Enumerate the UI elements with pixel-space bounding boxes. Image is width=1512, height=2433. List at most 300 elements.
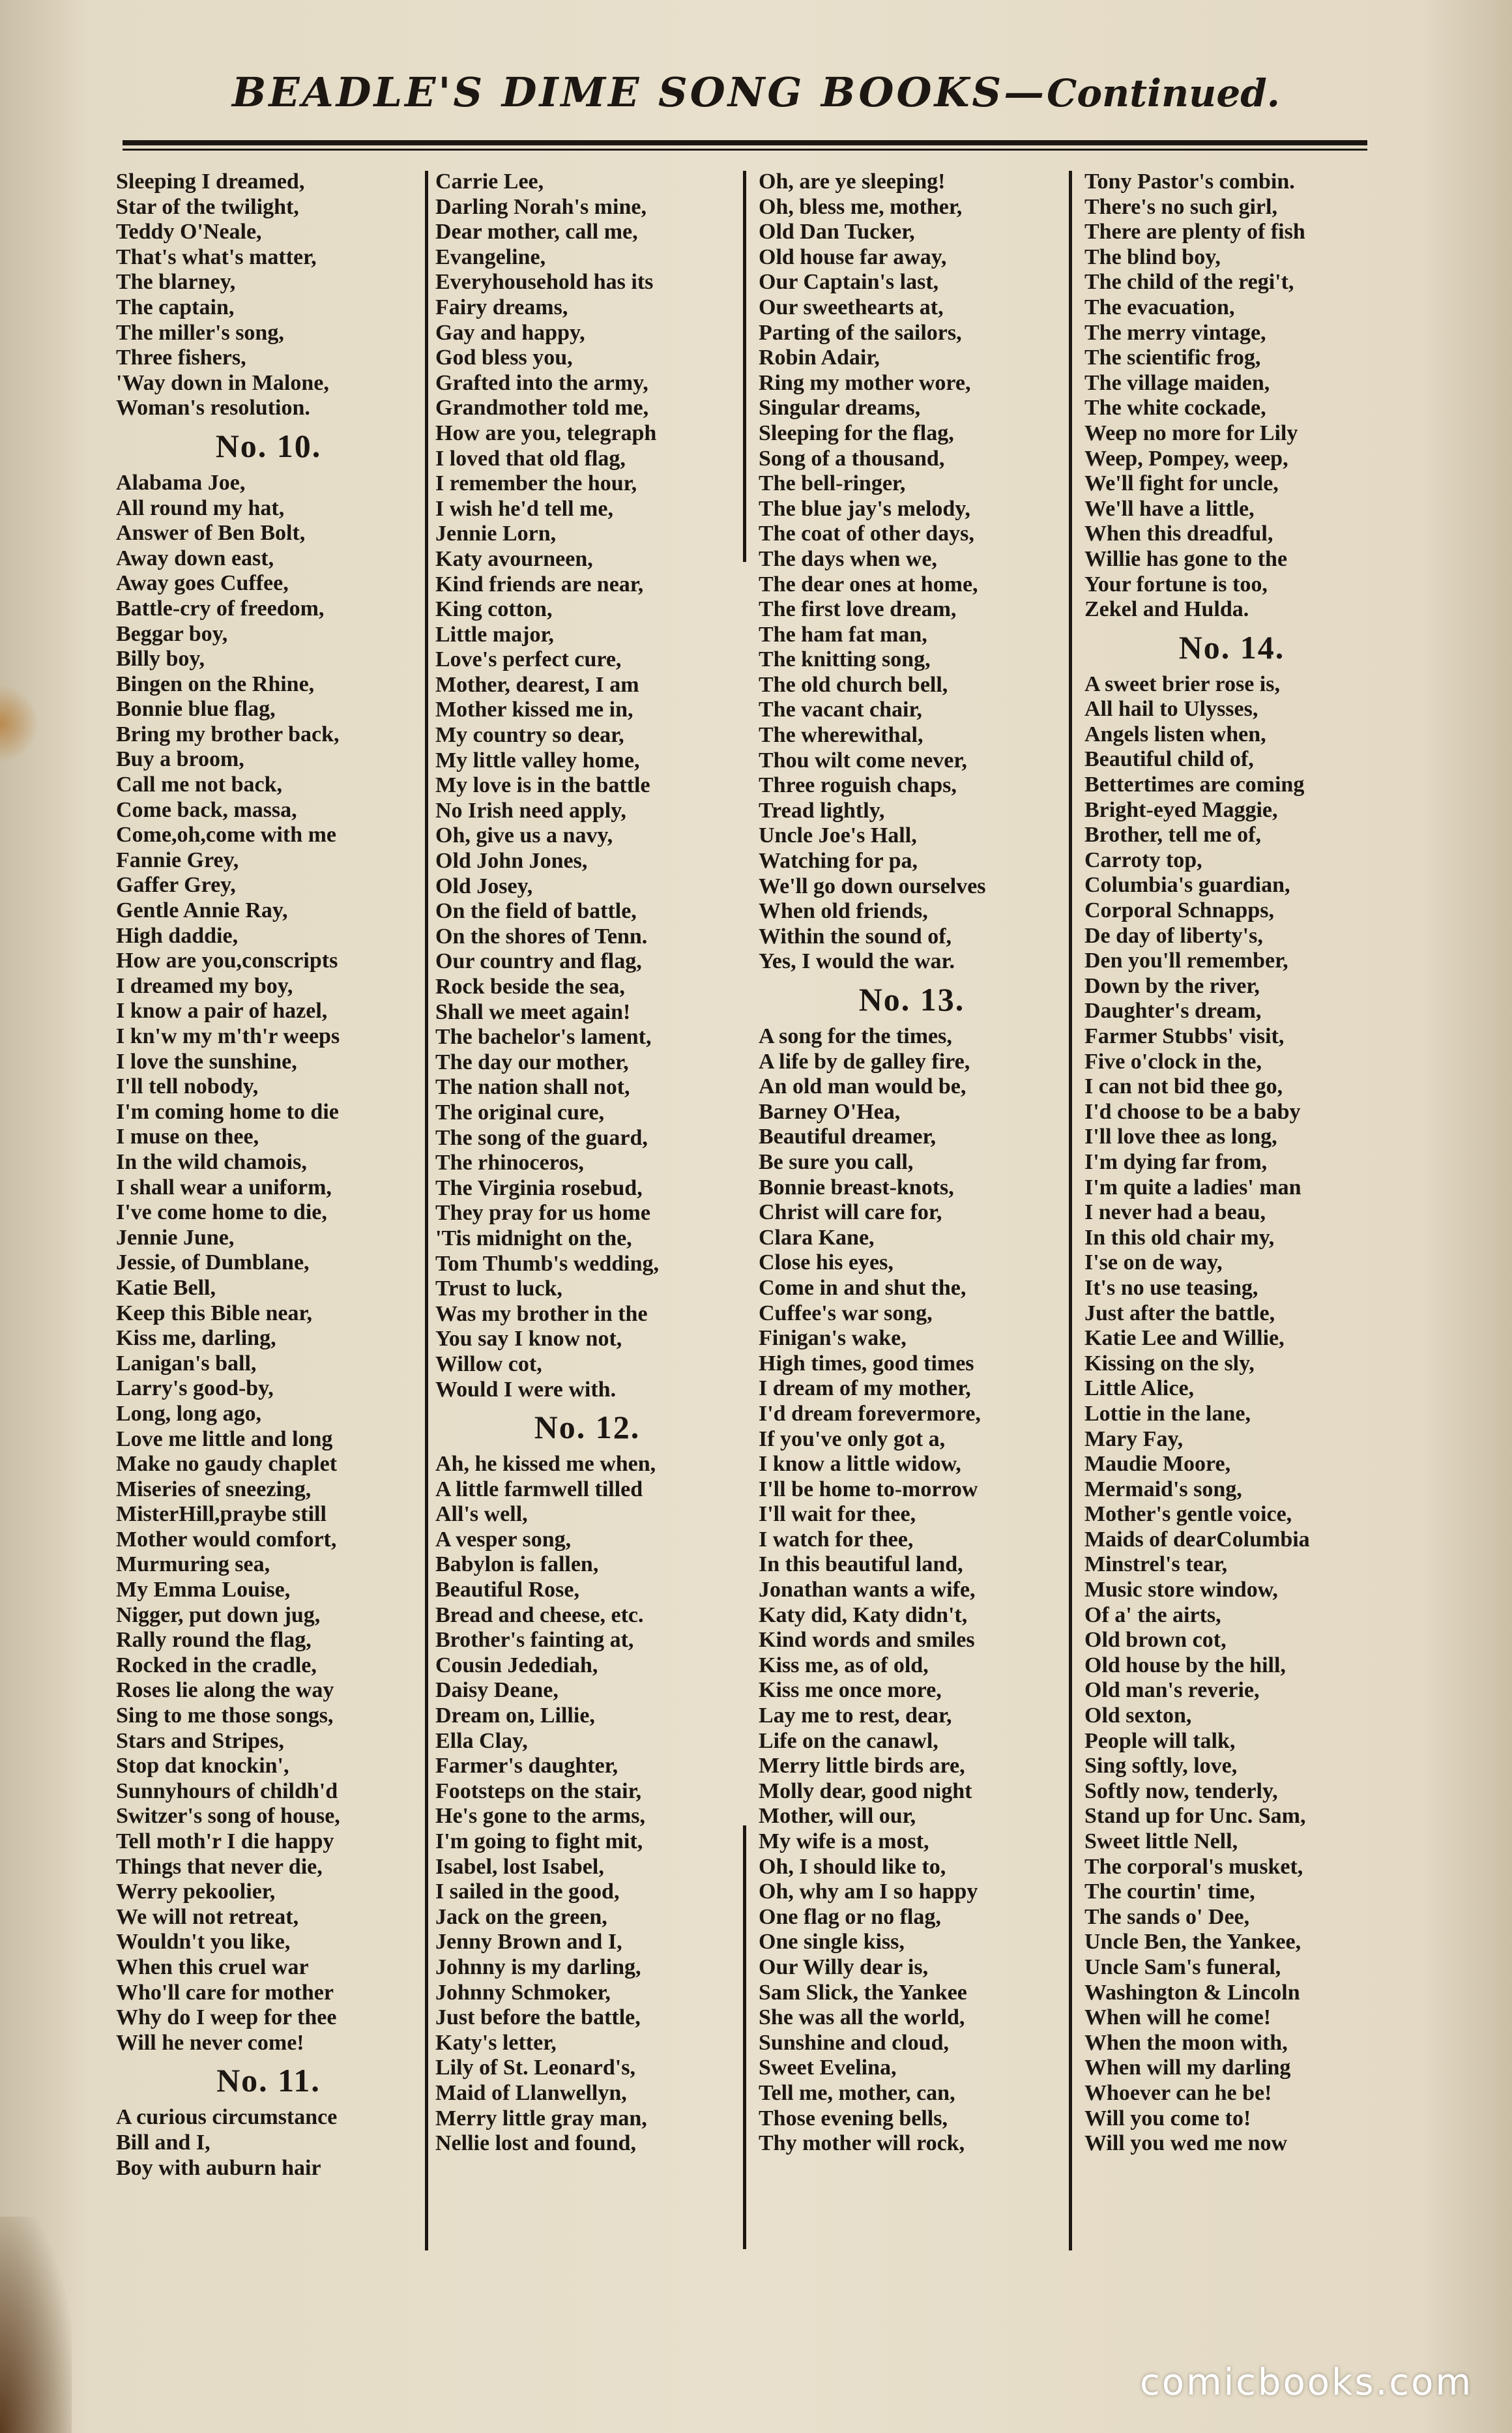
song-title: The merry vintage,	[1084, 320, 1266, 345]
song-title: I'm dying far from,	[1084, 1149, 1268, 1174]
song-title: God bless you,	[435, 346, 573, 370]
song-title: Oh, bless me, mother,	[759, 194, 963, 219]
song-title: Sunshine and cloud,	[759, 2030, 949, 2055]
song-title: The knitting song,	[759, 647, 931, 672]
song-title: Uncle Ben, the Yankee,	[1084, 1930, 1301, 1954]
song-title: High times, good times	[759, 1351, 974, 1376]
song-title: Ella Clay,	[435, 1728, 528, 1753]
song-title: They pray for us home	[435, 1201, 650, 1226]
song-title: Rally round the flag,	[116, 1628, 312, 1653]
song-title: Billy boy,	[116, 647, 205, 671]
header-continued: Continued.	[1047, 71, 1280, 115]
song-title: Everyhousehold has its	[435, 270, 654, 295]
song-title: Mother kissed me in,	[435, 698, 633, 722]
column-rule	[1069, 171, 1072, 2250]
song-title: Five o'clock in the,	[1084, 1049, 1262, 1074]
song-title: Sweet Evelina,	[759, 2056, 897, 2080]
song-title: Old John Jones,	[435, 849, 588, 874]
song-title: Wouldn't you like,	[116, 1930, 291, 1954]
song-title: A life by de galley fire,	[759, 1049, 970, 1074]
song-title: The courtin' time,	[1084, 1880, 1255, 1904]
song-title: Teddy O'Neale,	[116, 220, 262, 244]
song-title: Parting of the sailors,	[759, 320, 962, 345]
song-title: Daughter's dream,	[1084, 999, 1262, 1024]
song-title: Who'll care for mother	[116, 1980, 334, 2005]
song-title: Zekel and Hulda.	[1084, 597, 1249, 622]
song-title: Song of a thousand,	[759, 446, 945, 471]
song-title: Columbia's guardian,	[1084, 873, 1290, 898]
song-title: I can not bid thee go,	[1084, 1074, 1283, 1099]
song-title: Christ will care for,	[759, 1200, 942, 1225]
song-title: Little Alice,	[1084, 1376, 1195, 1401]
song-title: Bill and I,	[116, 2130, 211, 2155]
song-title: Oh, why am I so happy	[759, 1880, 978, 1904]
song-title: Uncle Joe's Hall,	[759, 823, 917, 848]
song-title: Old brown cot,	[1084, 1628, 1227, 1653]
song-title: A song for the times,	[759, 1024, 952, 1048]
song-title: When old friends,	[759, 899, 928, 924]
song-title: Will he never come!	[116, 2030, 304, 2055]
song-title: Gay and happy,	[435, 320, 585, 345]
song-title: Make no gaudy chaplet	[116, 1452, 338, 1477]
song-title: Tell me, mother, can,	[759, 2080, 955, 2105]
song-title: Mermaid's song,	[1084, 1477, 1242, 1501]
song-title: Cousin Jedediah,	[435, 1653, 598, 1677]
song-title: The white cockade,	[1084, 396, 1266, 420]
song-title: The days when we,	[759, 546, 937, 571]
song-title: Nigger, put down jug,	[116, 1602, 321, 1627]
song-title: Carroty top,	[1084, 848, 1202, 872]
song-column-2	[435, 170, 739, 2256]
header-rule	[123, 140, 1367, 145]
song-title: An old man would be,	[759, 1074, 967, 1099]
song-title: The evacuation,	[1084, 295, 1235, 319]
song-title: Whoever can he be!	[1084, 2080, 1272, 2105]
song-title: Gaffer Grey,	[116, 873, 236, 898]
song-title: Sleeping for the flag,	[759, 420, 954, 445]
song-title: Babylon is fallen,	[435, 1552, 599, 1577]
song-title: Oh, give us a navy,	[435, 823, 613, 848]
song-title: A sweet brier rose is,	[1084, 671, 1280, 696]
section-number: No. 13.	[858, 981, 965, 1018]
song-title: Bingen on the Rhine,	[116, 671, 315, 696]
song-title: Away down east,	[116, 546, 274, 570]
song-title: No Irish need apply,	[435, 798, 626, 823]
song-title: She was all the world,	[759, 2005, 965, 2030]
song-title: I loved that old flag,	[435, 446, 626, 471]
song-title: Finigan's wake,	[759, 1326, 907, 1351]
song-title: Little major,	[435, 622, 554, 647]
song-title: Isabel, lost Isabel,	[435, 1854, 604, 1879]
song-title: The dear ones at home,	[759, 572, 978, 597]
song-title: A little farmwell tilled	[435, 1477, 643, 1501]
song-title: Katie Bell,	[116, 1275, 216, 1300]
song-title: Johnny is my darling,	[435, 1954, 641, 1979]
section-number: No. 12.	[534, 1409, 641, 1446]
song-title: Kiss me once more,	[759, 1678, 942, 1703]
song-title: Sweet little Nell,	[1084, 1829, 1238, 1853]
song-title: Old Dan Tucker,	[759, 220, 915, 244]
song-title: Mother, will our,	[759, 1804, 916, 1829]
section-number: No. 11.	[216, 2062, 321, 2099]
song-title: When the moon with,	[1084, 2030, 1288, 2055]
song-title: When will he come!	[1084, 2005, 1272, 2030]
song-title: Just after the battle,	[1084, 1301, 1275, 1325]
song-title: Katy avourneen,	[435, 546, 593, 571]
song-title: I know a little widow,	[759, 1452, 961, 1477]
song-title: Lottie in the lane,	[1084, 1401, 1251, 1426]
song-title: Sunnyhours of childh'd	[116, 1778, 338, 1803]
song-title: The vacant chair,	[759, 698, 922, 722]
song-title: I dream of my mother,	[759, 1376, 971, 1401]
song-title: Corporal Schnapps,	[1084, 898, 1274, 923]
song-title: My love is in the battle	[435, 773, 650, 798]
song-title: Bread and cheese, etc.	[435, 1602, 644, 1627]
song-title: The village maiden,	[1084, 370, 1270, 395]
song-title: Molly dear, good night	[759, 1778, 972, 1803]
song-title: Oh, I should like to,	[759, 1854, 946, 1879]
song-title: Ah, he kissed me when,	[435, 1452, 656, 1477]
song-title: Beautiful Rose,	[435, 1578, 579, 1602]
song-title: Will you come to!	[1084, 2106, 1251, 2131]
song-title: Oh, are ye sleeping!	[759, 170, 946, 194]
song-title: Weep no more for Lily	[1084, 420, 1298, 445]
song-title: Daisy Deane,	[435, 1678, 559, 1703]
song-title: The corporal's musket,	[1084, 1854, 1303, 1879]
song-title: Beautiful child of,	[1084, 747, 1254, 772]
song-title: Willow cot,	[435, 1351, 542, 1376]
song-title: Murmuring sea,	[116, 1552, 270, 1577]
song-title: Softly now, tenderly,	[1084, 1778, 1278, 1803]
song-title: How are you, telegraph	[435, 420, 657, 445]
song-title: I remember the hour,	[435, 471, 637, 496]
song-title: There are plenty of fish	[1084, 220, 1305, 244]
song-title: Stop dat knockin',	[116, 1754, 289, 1778]
section-number: No. 14.	[1178, 628, 1285, 666]
song-title: The blue jay's melody,	[759, 496, 970, 521]
song-title: MisterHill,praybe still	[116, 1502, 327, 1527]
song-title: De day of liberty's,	[1084, 923, 1263, 948]
song-title: Merry little gray man,	[435, 2106, 647, 2131]
song-title: I'd dream forevermore,	[759, 1401, 981, 1426]
song-title: Answer of Ben Bolt,	[116, 521, 306, 546]
song-title: On the shores of Tenn.	[435, 924, 648, 949]
song-title: Things that never die,	[116, 1854, 323, 1879]
song-title: Will you wed me now	[1084, 2131, 1288, 2156]
song-title: The miller's song,	[116, 320, 284, 345]
song-title: 'Tis midnight on the,	[435, 1226, 632, 1250]
song-title: I'll wait for thee,	[759, 1502, 916, 1527]
song-title: Old house by the hill,	[1084, 1653, 1286, 1677]
section-number: No. 10.	[215, 427, 322, 464]
song-title: Jack on the green,	[435, 1904, 607, 1929]
song-title: In the wild chamois,	[116, 1149, 307, 1174]
song-title: I'm going to fight mit,	[435, 1829, 643, 1853]
song-title: The old church bell,	[759, 672, 948, 697]
song-title: The first love dream,	[759, 597, 957, 622]
song-title: One flag or no flag,	[759, 1904, 941, 1929]
song-title: We will not retreat,	[116, 1904, 299, 1929]
song-title: Grafted into the army,	[435, 370, 648, 395]
song-title: Weep, Pompey, weep,	[1084, 446, 1288, 471]
song-title: Barney O'Hea,	[759, 1099, 901, 1124]
song-title: I shall wear a uniform,	[116, 1175, 332, 1200]
song-title: The blarney,	[116, 270, 236, 295]
song-title: Jenny Brown and I,	[435, 1930, 622, 1954]
song-title: Our country and flag,	[435, 949, 642, 974]
song-title: The rhinoceros,	[435, 1151, 584, 1175]
song-title: Willie has gone to the	[1084, 546, 1288, 571]
song-title: Music store window,	[1084, 1578, 1278, 1602]
song-title: A curious circumstance	[116, 2105, 338, 2130]
song-title: Tread lightly,	[759, 798, 885, 823]
song-title: Fannie Grey,	[116, 848, 239, 872]
song-title: Would I were with.	[435, 1377, 617, 1402]
song-title: On the field of battle,	[435, 899, 637, 924]
song-title: Just before the battle,	[435, 2005, 641, 2030]
song-title: Old man's reverie,	[1084, 1678, 1260, 1703]
song-title: Brother, tell me of,	[1084, 823, 1261, 848]
song-title: When this dreadful,	[1084, 522, 1273, 546]
song-title: 'Way down in Malone,	[116, 370, 329, 395]
song-title: Come back, massa,	[116, 797, 297, 822]
song-title: Bettertimes are coming	[1084, 773, 1305, 797]
song-title: We'll go down ourselves	[759, 874, 986, 898]
song-title: Those evening bells,	[759, 2106, 948, 2131]
song-title: Beautiful dreamer,	[759, 1125, 936, 1149]
song-column-4	[1084, 170, 1379, 2256]
song-title: Footsteps on the stair,	[435, 1778, 642, 1803]
song-title: Ring my mother wore,	[759, 370, 971, 395]
song-title: Bonnie blue flag,	[116, 697, 276, 722]
song-title: Stand up for Unc. Sam,	[1084, 1804, 1306, 1829]
song-title: Jessie, of Dumblane,	[116, 1250, 310, 1275]
column-rule	[425, 171, 428, 2250]
song-title: Maids of dearColumbia	[1084, 1527, 1310, 1552]
song-title: Cuffee's war song,	[759, 1301, 933, 1325]
song-title: Mother's gentle voice,	[1084, 1502, 1292, 1527]
song-title: Woman's resolution.	[116, 396, 310, 420]
song-title: Yes, I would the war.	[759, 949, 955, 974]
song-title: Switzer's song of house,	[116, 1804, 340, 1829]
song-title: The song of the guard,	[435, 1125, 648, 1150]
song-title: Bright-eyed Maggie,	[1084, 797, 1278, 822]
song-title: Sing softly, love,	[1084, 1754, 1238, 1778]
song-title: Bring my brother back,	[116, 722, 340, 746]
song-title: My Emma Louise,	[116, 1578, 291, 1602]
song-title: Sing to me those songs,	[116, 1703, 334, 1728]
song-title: Our sweethearts at,	[759, 295, 944, 319]
song-title: Life on the canawl,	[759, 1728, 938, 1753]
song-title: The scientific frog,	[1084, 346, 1261, 370]
song-title: Kind words and smiles	[759, 1628, 975, 1653]
song-title: Battle-cry of freedom,	[116, 596, 325, 621]
song-title: Rock beside the sea,	[435, 975, 625, 999]
song-title: Rocked in the cradle,	[116, 1653, 317, 1677]
song-title: We'll have a little,	[1084, 496, 1255, 521]
song-title: Kind friends are near,	[435, 572, 644, 597]
song-title: Farmer Stubbs' visit,	[1084, 1024, 1285, 1048]
song-title: Jennie Lorn,	[435, 522, 557, 546]
header-rule-thin	[123, 149, 1367, 151]
song-title: Shall we meet again!	[435, 999, 631, 1024]
song-title: I never had a beau,	[1084, 1200, 1266, 1225]
song-title: Be sure you call,	[759, 1149, 914, 1174]
song-title: Bonnie breast-knots,	[759, 1175, 954, 1200]
song-title: Minstrel's tear,	[1084, 1552, 1228, 1577]
song-title: Uncle Sam's funeral,	[1084, 1954, 1281, 1979]
song-title: Gentle Annie Ray,	[116, 898, 288, 923]
song-title: It's no use teasing,	[1084, 1275, 1258, 1300]
song-title: Tom Thumb's wedding,	[435, 1251, 659, 1276]
song-title: Our Captain's last,	[759, 270, 939, 295]
song-column-1	[116, 170, 421, 2256]
song-title: I'm coming home to die	[116, 1099, 339, 1124]
song-title: Lily of St. Leonard's,	[435, 2056, 635, 2080]
song-title: Your fortune is too,	[1084, 572, 1268, 597]
song-title: I love the sunshine,	[116, 1049, 297, 1074]
song-title: A vesper song,	[435, 1527, 572, 1552]
song-title: Den you'll remember,	[1084, 949, 1288, 973]
song-title: Tell moth'r I die happy	[116, 1829, 334, 1853]
song-title: Larry's good-by,	[116, 1376, 274, 1401]
song-title: King cotton,	[435, 597, 553, 622]
song-title: Lanigan's ball,	[116, 1351, 257, 1376]
song-title: Thou wilt come never,	[759, 748, 967, 773]
song-title: Dream on, Lillie,	[435, 1703, 595, 1728]
song-title: I've come home to die,	[116, 1200, 327, 1225]
song-title: All's well,	[435, 1502, 528, 1527]
header-title: BEADLE'S DIME SONG BOOKS—	[231, 68, 1047, 116]
song-title: Johnny Schmoker,	[435, 1980, 611, 2005]
song-title: The ham fat man,	[759, 622, 927, 647]
song-title: I'll be home to-morrow	[759, 1477, 978, 1501]
song-title: My wife is a most,	[759, 1829, 929, 1853]
song-title: Old sexton,	[1084, 1703, 1192, 1728]
song-title: Old house far away,	[759, 244, 947, 269]
song-title: Come in and shut the,	[759, 1275, 967, 1300]
song-title: The bell-ringer,	[759, 471, 906, 496]
song-title: I watch for thee,	[759, 1527, 914, 1552]
song-title: He's gone to the arms,	[435, 1804, 646, 1829]
song-title: Miseries of sneezing,	[116, 1477, 312, 1501]
song-title: How are you,conscripts	[116, 949, 338, 973]
song-title: Clara Kane,	[759, 1225, 875, 1250]
song-title: Katy's letter,	[435, 2030, 557, 2055]
song-title: If you've only got a,	[759, 1426, 946, 1451]
song-title: My little valley home,	[435, 748, 640, 773]
song-title: Washington & Lincoln	[1084, 1980, 1300, 2005]
song-title: Call me not back,	[116, 773, 282, 797]
song-title: I'm quite a ladies' man	[1084, 1175, 1301, 1200]
song-title: The coat of other days,	[759, 522, 974, 546]
song-title: Down by the river,	[1084, 973, 1260, 998]
song-title: Angels listen when,	[1084, 722, 1266, 746]
song-title: Lay me to rest, dear,	[759, 1703, 952, 1728]
song-title: Why do I weep for thee	[116, 2005, 337, 2030]
song-title: Farmer's daughter,	[435, 1754, 618, 1778]
song-title: Robin Adair,	[759, 346, 880, 370]
song-title: Katie Lee and Willie,	[1084, 1326, 1285, 1351]
song-title: Darling Norah's mine,	[435, 194, 647, 219]
song-title: Fairy dreams,	[435, 295, 568, 319]
song-title: Trust to luck,	[435, 1276, 562, 1301]
song-title: In this beautiful land,	[759, 1552, 963, 1577]
song-title: Nellie lost and found,	[435, 2131, 636, 2156]
song-title: Mary Fay,	[1084, 1426, 1184, 1451]
song-title: I dreamed my boy,	[116, 973, 293, 998]
song-title: The day our mother,	[435, 1050, 629, 1074]
column-rule	[743, 171, 746, 562]
song-title: Dear mother, call me,	[435, 220, 638, 244]
song-title: Kissing on the sly,	[1084, 1351, 1255, 1376]
song-title: Old Josey,	[435, 874, 533, 898]
song-title: The child of the regi't,	[1084, 270, 1294, 295]
song-title: All hail to Ulysses,	[1084, 697, 1258, 722]
song-title: The blind boy,	[1084, 244, 1221, 269]
song-title: That's what's matter,	[116, 244, 317, 269]
song-title: When will my darling	[1084, 2056, 1291, 2080]
song-title: Jonathan wants a wife,	[759, 1578, 976, 1602]
song-title: The wherewithal,	[759, 723, 923, 748]
song-title: Come,oh,come with me	[116, 823, 337, 848]
song-title: The bachelor's lament,	[435, 1025, 652, 1050]
song-title: Kiss me, as of old,	[759, 1653, 929, 1677]
song-title: Sleeping I dreamed,	[116, 170, 305, 194]
song-title: Away goes Cuffee,	[116, 571, 289, 596]
song-title: Star of the twilight,	[116, 194, 299, 219]
stain	[0, 685, 39, 763]
song-title: Evangeline,	[435, 244, 546, 269]
song-title: Our Willy dear is,	[759, 1954, 929, 1979]
song-title: I sailed in the good,	[435, 1880, 620, 1904]
song-title: When this cruel war	[116, 1954, 309, 1979]
song-title: I'll tell nobody,	[116, 1074, 259, 1099]
song-title: Long, long ago,	[116, 1401, 261, 1426]
song-title: Of a' the airts,	[1084, 1602, 1221, 1627]
song-title: You say I know not,	[435, 1327, 622, 1351]
song-title: Merry little birds are,	[759, 1754, 965, 1778]
song-title: Buy a broom,	[116, 747, 244, 772]
song-title: We'll fight for uncle,	[1084, 471, 1279, 496]
song-title: The Virginia rosebud,	[435, 1175, 643, 1200]
song-title: Boy with auburn hair	[116, 2155, 321, 2180]
song-title: Mother, dearest, I am	[435, 672, 639, 697]
song-title: I muse on thee,	[116, 1125, 259, 1149]
song-title: I'll love thee as long,	[1084, 1125, 1277, 1149]
song-title: Tony Pastor's combin.	[1084, 170, 1295, 194]
song-title: The captain,	[116, 295, 235, 319]
song-title: Watching for pa,	[759, 849, 918, 874]
song-title: All round my hat,	[116, 495, 285, 520]
song-title: Brother's fainting at,	[435, 1628, 634, 1653]
song-title: Sam Slick, the Yankee	[759, 1980, 967, 2005]
song-title: Thy mother will rock,	[759, 2131, 965, 2156]
song-title: Mother would comfort,	[116, 1527, 337, 1552]
song-title: I'd choose to be a baby	[1084, 1099, 1301, 1124]
song-title: One single kiss,	[759, 1930, 905, 1954]
song-title: There's no such girl,	[1084, 194, 1277, 219]
song-title: Within the sound of,	[759, 924, 952, 949]
song-title: I know a pair of hazel,	[116, 999, 328, 1024]
page-header	[0, 68, 1512, 127]
song-title: Roses lie along the way	[116, 1678, 334, 1703]
stain	[0, 2217, 72, 2433]
song-title: I'se on de way,	[1084, 1250, 1223, 1275]
column-rule	[743, 1825, 746, 2249]
song-title: Three roguish chaps,	[759, 773, 957, 798]
song-title: The nation shall not,	[435, 1075, 630, 1100]
